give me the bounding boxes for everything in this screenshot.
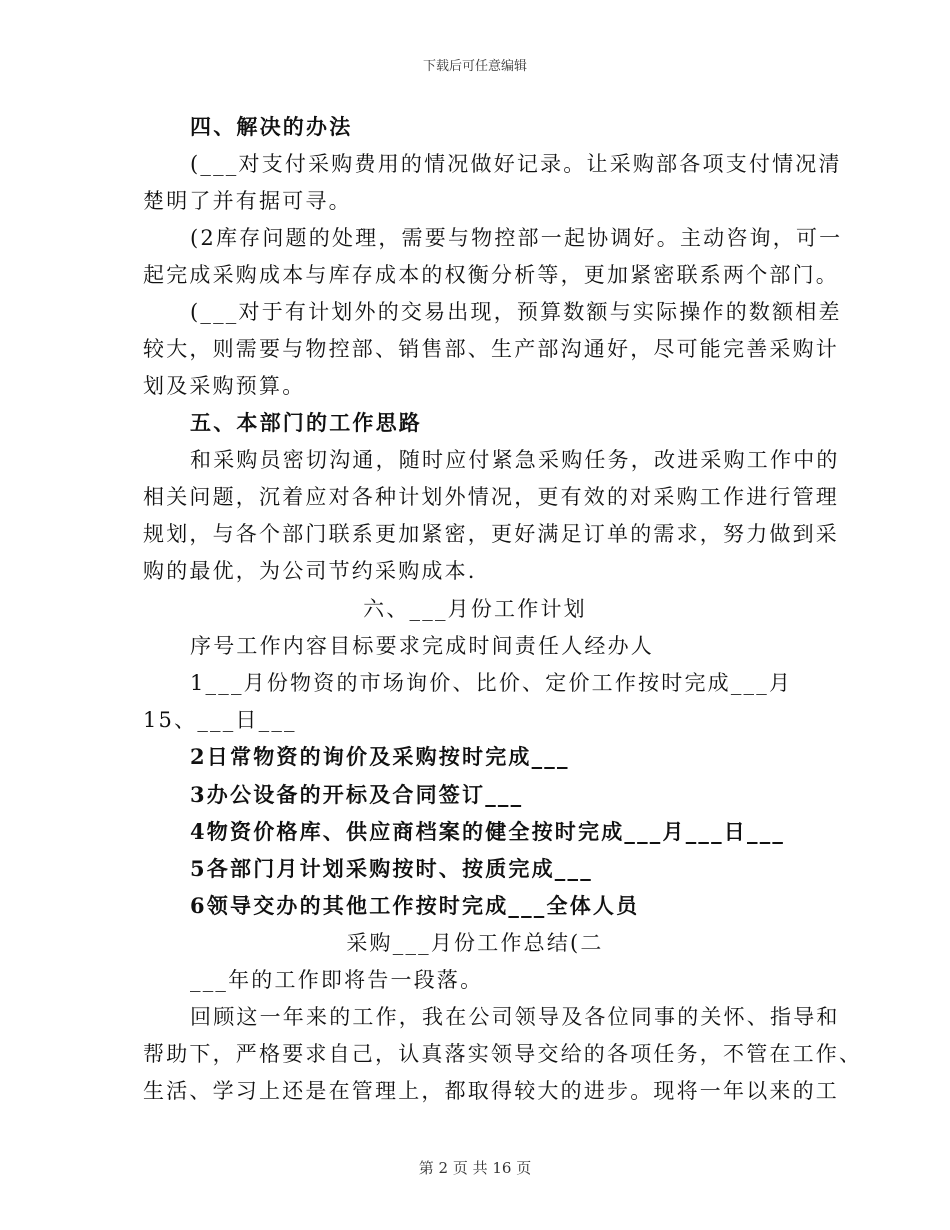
section-title: 六、___月份工作计划	[363, 597, 587, 621]
body-line: 较大，则需要与物控部、销售部、生产部沟通好，尽可能完善采购计	[143, 337, 839, 361]
body-line: (___对于有计划外的交易出现，预算数额与实际操作的数额相差	[190, 300, 842, 324]
section-heading: 五、本部门的工作思路	[190, 410, 422, 435]
body-line: 回顾这一年来的工作，我在公司领导及各位同事的关怀、指导和	[190, 1005, 840, 1029]
section-title: 采购___月份工作总结(二	[346, 931, 604, 955]
body-line: 生活、学习上还是在管理上，都取得较大的进步。现将一年以来的工	[143, 1079, 839, 1103]
body-line: 规划，与各个部门联系更加紧密，更好满足订单的需求，努力做到采	[143, 522, 839, 546]
body-line: 帮助下，严格要求自己，认真落实领导交给的各项任务，不管在工作、	[143, 1042, 863, 1066]
body-line: ___年的工作即将告一段落。	[190, 968, 484, 992]
body-line: 划及采购预算。	[143, 374, 306, 398]
section-heading: 四、解决的办法	[190, 114, 353, 139]
body-line: 和采购员密切沟通，随时应付紧急采购任务，改进采购工作中的	[190, 448, 840, 472]
body-line: (2库存问题的处理，需要与物控部一起协调好。主动咨询，可一	[190, 226, 843, 250]
body-line: (___对支付采购费用的情况做好记录。让采购部各项支付情况清	[190, 152, 842, 176]
plan-item: 3办公设备的开标及合同签订___	[190, 782, 524, 807]
page-footer: 第 2 页 共 16 页	[418, 1159, 532, 1177]
page-header: 下载后可任意编辑	[422, 59, 527, 74]
plan-item: 6领导交办的其他工作按时完成___全体人员	[190, 893, 640, 918]
body-line: 相关问题，沉着应对各种计划外情况，更有效的对采购工作进行管理	[143, 485, 839, 509]
body-line: 起完成采购成本与库存成本的权衡分析等，更加紧密联系两个部门。	[143, 263, 839, 287]
body-line: 购的最优，为公司节约采购成本.	[143, 559, 477, 583]
table-header-line: 序号工作内容目标要求完成时间责任人经办人	[190, 634, 654, 658]
plan-item-continued: 15、___日___	[143, 708, 297, 732]
body-line: 楚明了并有据可寻。	[143, 189, 352, 213]
plan-item: 5各部门月计划采购按时、按质完成___	[190, 856, 593, 881]
plan-item: 2日常物资的询价及采购按时完成___	[190, 744, 570, 769]
plan-item: 4物资价格库、供应商档案的健全按时完成___月___日___	[190, 819, 786, 844]
plan-item: 1___月份物资的市场询价、比价、定价工作按时完成___月	[190, 671, 793, 695]
